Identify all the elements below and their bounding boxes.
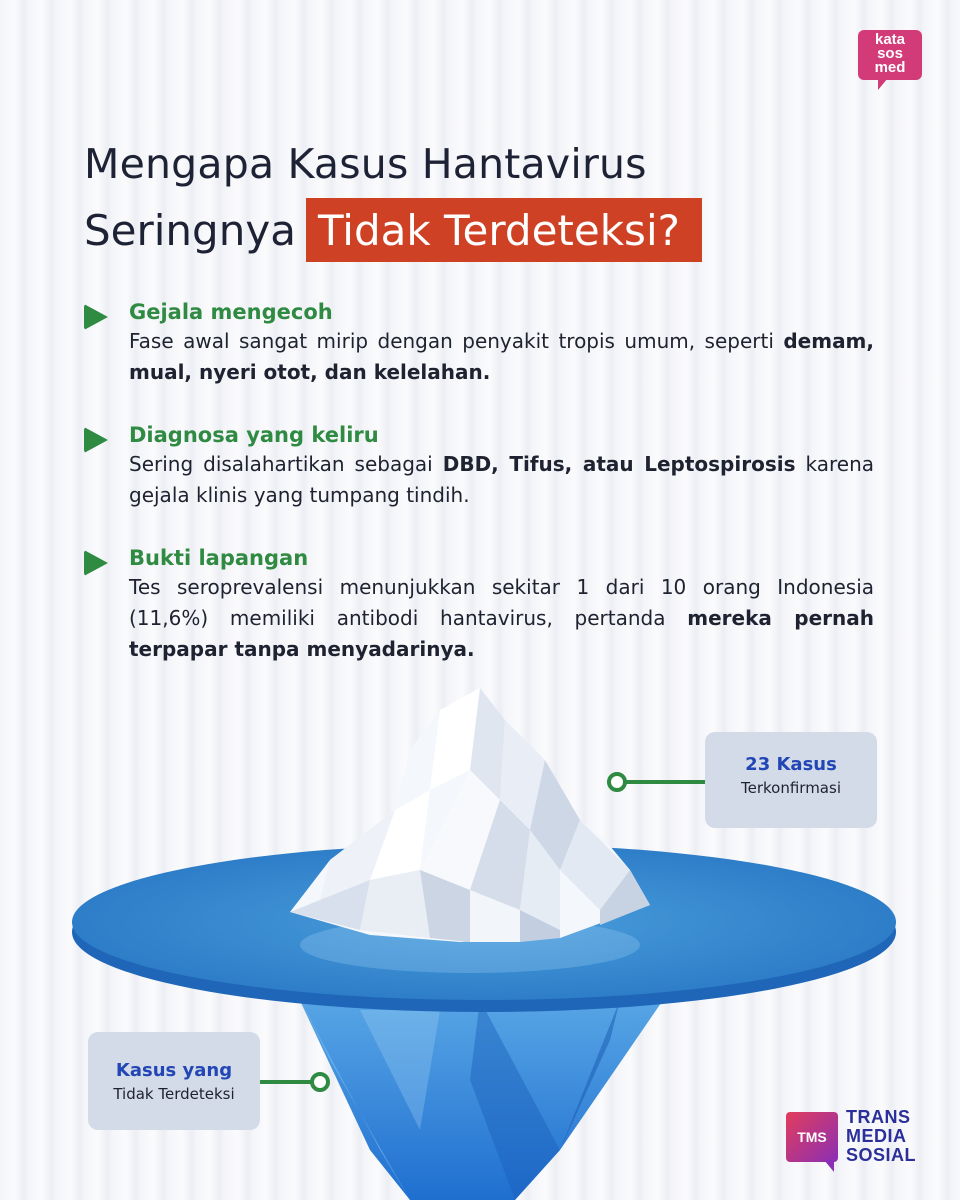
trans-media-sosial-logo	[786, 1108, 956, 1172]
play-arrow-icon	[84, 304, 108, 330]
point-text-bold: demam, mual, nyeri otot, dan kelelahan.	[129, 329, 874, 384]
callout-strong: 23 Kasus	[745, 754, 837, 775]
callout-strong: Kasus yang	[115, 1060, 233, 1081]
callout-confirmed-cases	[705, 732, 877, 828]
brand-line-1: TRANS	[846, 1107, 911, 1127]
brand-line-2: MEDIA	[846, 1126, 907, 1146]
title-line-1: Mengapa Kasus Hantavirus	[84, 140, 647, 188]
play-arrow-icon	[84, 550, 108, 576]
point-symptoms	[84, 300, 874, 388]
callout-undetected-cases	[88, 1032, 260, 1130]
brand-words	[846, 1108, 916, 1165]
point-heading: Bukti lapangan	[129, 546, 309, 570]
katasosmed-logo	[858, 30, 922, 80]
point-field-evidence	[84, 546, 874, 665]
title-line-2	[84, 198, 702, 262]
logo-line-2: sos	[877, 45, 903, 62]
title-plain: Seringnya	[84, 205, 296, 255]
connector-bottom	[260, 1074, 328, 1090]
callout-sub: Terkonfirmasi	[741, 779, 841, 797]
point-text-bold: mereka pernah terpapar tanpa menyadarinya.	[129, 606, 874, 661]
brand-line-3: SOSIAL	[846, 1145, 917, 1165]
title-highlight: Tidak Terdeteksi?	[306, 198, 702, 262]
callout-sub: Tidak Terdeteksi	[113, 1085, 235, 1103]
point-text-plain: Sering disalahartikan sebagai	[129, 452, 443, 476]
point-text-bold: DBD, Tifus, atau Leptospirosis	[442, 452, 796, 476]
point-heading: Diagnosa yang keliru	[129, 423, 379, 447]
point-text-after: karena gejala klinis yang tumpang tindih.	[129, 452, 874, 507]
point-text	[129, 449, 874, 511]
play-arrow-icon	[84, 427, 108, 453]
point-diagnosis	[84, 423, 874, 511]
point-text-plain: Fase awal sangat mirip dengan penyakit tropis umum, seperti	[129, 329, 784, 353]
logo-tail	[878, 78, 888, 90]
iceberg-underwater	[295, 990, 670, 1200]
tms-badge: TMS	[786, 1112, 838, 1162]
logo-line-1: kata	[874, 31, 906, 48]
point-text	[129, 326, 874, 388]
connector-top	[609, 774, 707, 790]
logo-line-3: med	[874, 59, 906, 76]
iceberg-tip	[290, 688, 650, 942]
point-text-plain: Tes seroprevalensi menunjukkan sekitar 1 dari 10 orang Indonesia (11,6%) memiliki antibodi hantavirus, pertanda	[129, 575, 874, 630]
point-heading: Gejala mengecoh	[129, 300, 333, 324]
point-text	[129, 572, 874, 665]
tms-badge-tail	[824, 1160, 834, 1172]
